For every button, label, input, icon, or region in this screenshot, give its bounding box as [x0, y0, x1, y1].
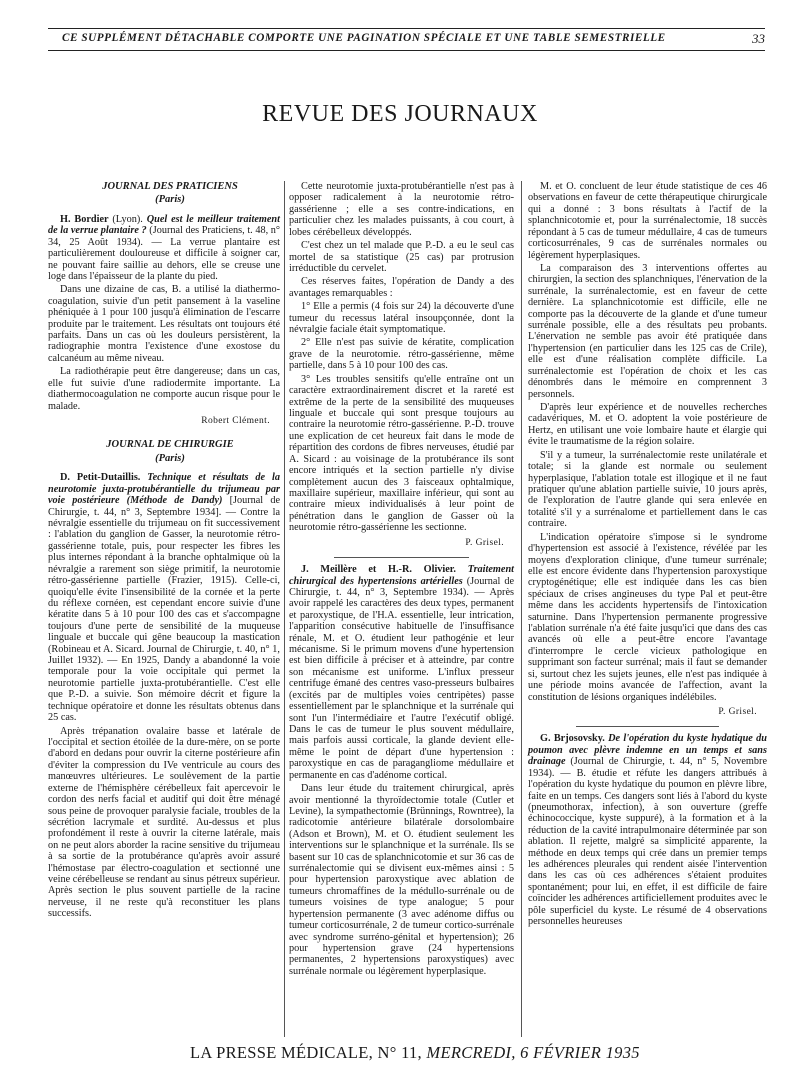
column-divider-1	[284, 181, 285, 1037]
article-author: G. Brjosovsky.	[540, 733, 605, 745]
article-separator	[576, 726, 719, 727]
article-paragraph: D'après leur expérience et de nouvelles recherches cadavériques, M. et O. adoptent la voie postérieure de Hertz, en utilisant une voie lombaire haute et élargie qui évite le traumatisme de la région solaire.	[528, 402, 767, 448]
article-signature: Robert Clément.	[201, 416, 270, 427]
section-heading: JOURNAL DE CHIRURGIE	[106, 439, 234, 451]
article-paragraph: Dans leur étude du traitement chirurgical, après avoir mentionné la thyroïdectomie totale (Cutler et Levine), la sympathectomie (Brünnings, Rowntree), la radicotomie antérieure bilatérale dorsolombaire (Adson et Brown), M. et O. étudient seulement les interventions sur le splanchnique et la surrénale. Ils se basent sur 10 cas de splanchnicotomie et sur 36 cas de surrénalectomie qui se divisent eux-mêmes ainsi : 5 pour hypertension paroxystique avec ablation de tumeurs chromaffines de la médullo-surrénale ou de tumeurs voisines de type analogue; 5 pour hypertension permanente (3 avec adénome diffus ou tumeur corticosurrénale, 2 de tumeur cortico-surrénale avec syndrome surréno-génital et hypertension); 26 pour hypertension grave (24 hypertensions permanentes, 2 hypertensions paroxystiques) avec surrénale normale ou légèrement hyperplasique.	[289, 783, 514, 977]
running-head	[48, 32, 765, 46]
article-paragraph: 2° Elle n'est pas suivie de kératite, complication grave de la neurotomie. rétro-gassérienne, même partielle, dans 5 à 10 pour 100 des cas.	[289, 337, 514, 372]
article-paragraph: Après trépanation ovalaire basse et latérale de l'occipital et section étoilée de la dure-mère, on se porte d'abord en dedans pour ouvrir la citerne postérieure afin d'éviter la compression du IVe ventricule au cours des manœuvres ultérieures. Le soulèvement de la partie externe de l'hémisphère cérébelleux fait apercevoir le cordon des nerfs facial et auditif qui doit être ménagé sous peine de provoquer paralysie faciale, troubles de la sécrétion lacrymale et surdité. Au-dessus et plus profondément il reste à ouvrir la citerne latérale, mais on ne peut alors aborder la racine sensitive du trijumeau à sa sortie de la protubérance qu'après avoir assuré l'hémostase par électro-coagulation et sectionné une veine cérébelleuse se rendant au sinus pétreux supérieur. Après section le plus souvent partielle de la racine nerveuse, il ne reste qu'à reconstituer les plans successifs.	[48, 725, 280, 920]
column-2	[289, 181, 514, 979]
article-paragraph: La comparaison des 3 interventions offertes au chirurgien, la section des splanchniques, l'énervation de la surrénale, la surrénalectomie, est en faveur de cette dernière. La splanchnicotomie est difficile, elle ne comporte pas la découverte de la glande et d'une tumeur surrénale possible, elle a des résultats peu probants. L'énervation ne semble pas avoir été pratiquée dans l'hypertension (en particulier dans les 125 cas de Crile), elle est d'une réalisation complète difficile. La surrénalectomie est l'opération de choix et les cas dénombrés dans le mémoire en comprennent 3 personnels.	[528, 262, 767, 400]
article-title: Technique et résultats de la neurotomie juxta-protubérantielle du trijumeau par voie postérieure (Méthode de Dandy)	[48, 472, 280, 507]
article-paragraph: Ces réserves faites, l'opération de Dandy a des avantages remarquables :	[289, 276, 514, 299]
page-footer	[190, 1043, 640, 1063]
article-location: (Lyon).	[108, 213, 147, 225]
section-place: (Paris)	[155, 194, 185, 206]
article-paragraph: 3° Les troubles sensitifs qu'elle entraîne ont un caractère extraordinairement discret et la rareté est extrême de la perte de la sensibilité des muqueuses linguale et buccale qui sont presque toujours au contraire la neurotomie rétro-gassérienne. P.-D. trouve une explication de cet heureux fait dans le mode de répartition des cordons de fibres nerveuses, étudié par A. Sicard : au voisinage de la protubérance ils sont encore intriqués et la section partielle n'y divise complètement aucun des 3 faisceaux ophtalmique, maxillaire supérieur, maxillaire inférieur, qui sont au contraire mieux individualisés à leur point de pénétration dans le ganglion de Gasser où la neurotomie rétro-gassérienne les sectionne.	[289, 373, 514, 534]
article-signature: P. Grisel.	[718, 706, 757, 717]
article-author: J. Meillère et H.-R. Olivier.	[301, 564, 456, 576]
article-paragraph: Dans une dizaine de cas, B. a utilisé la diathermo-coagulation, suivie d'un petit pansement à la vaseline phéniquée à 1 pour 100 jusqu'à élimination de l'escarre produite par le traitement. Les résultats ont toujours été parfaits. Dans un cas où les douleurs persistèrent, la radiographie montra l'existence d'une exostose du calcanéum au même niveau.	[48, 284, 280, 364]
article-signature: P. Grisel.	[465, 537, 504, 548]
article-text: (Journal de Chirurgie, t. 44, n° 3, Septembre 1934). — Après avoir rappelé les caractères des deux types, permanent et paroxystique, de l'H.A. essentielle, leur intrication, l'apparition consécutive habituelle de l'insuffisance rénale, M. et O. étudient leur pathogénie et leur mécanisme. Si le primum movens d'une hypertension est bien difficile à préciser et à atteindre, par contre son mécanisme est uniforme. L'influx presseur centrifuge émané des centres vaso-presseurs bulbaires (excités par de multiples voies centripètes) passe essentiellement par le splanchnique et la surrénale qui sont l'un l'intermédiaire et l'autre l'exécutif obligé. Dans le cas de tumeur le plus souvent médullaire, mais parfois aussi corticale, la glande devient elle-même le point de départ d'une hypertension : paroxystique en cas de paragangliome médullaire et permanente en cas d'adénome cortical.	[289, 575, 514, 781]
column-divider-2	[521, 181, 522, 1037]
article-paragraph	[48, 472, 280, 723]
article-text: (Journal de Chirurgie, t. 44, n° 5, Novembre 1934). — B. étudie et réfute les dangers attribués à l'opération du kyste hydatique du poumon en plèvre libre, faite en un temps. Ces dangers sont liés à l'abord du kyste (pneumothorax, infection), à son ouverture (greffe échinococcique, kyste suppuré), à la formation et à la réduction de la cavité intrapulmonaire déterminée par son ablation. Il rejette, malgré sa simplicité apparente, la méthode en deux temps qui crée dans un premier temps les adhérences pleurales qui rendent aisée l'intervention dans les cas où ces adhérences s'étaient produites spontanément; pour lui, en effet, il est difficile de faire coïncider les adhérences artificiellement produites avec le pôle superficiel du kyste. Le résumé de 4 observations personnelles heureuses	[528, 756, 767, 928]
article-text: (Journal des Praticiens, t. 48, n° 34, 25 Août 1934). — La verrue plantaire est particulièrement douloureuse et difficile à soigner car, ne pouvant faire saillie au dehors, elle se creuse une loge dans l'épaisseur de la plante du pied.	[48, 225, 280, 282]
article-paragraph: M. et O. concluent de leur étude statistique de ces 46 observations en faveur de cette thérapeutique chirurgicale qui a donné : 3 bons résultats à l'actif de la splanchnicotomie et, pour la surrénalectomie, 18 succès répondant à 5 cas de tumeur médullaire, 4 cas de tumeurs corticosurrénales, 9 cas de surrénales normales ou légèrement hyperplasiques.	[528, 181, 767, 261]
section-heading: JOURNAL DES PRATICIENS	[102, 181, 238, 192]
article-paragraph: S'il y a tumeur, la surrénalectomie reste unilatérale et totale; si la glande est normale ou seulement hyperplasique, l'ablation totale est illogique et il ne faut pratiquer qu'une ablation partielle suivie, 10 jours après, de l'exploration de l'autre glande qui sera enlevée en totalité s'il y a surrénalome et partiellement dans le cas contraire.	[528, 449, 767, 530]
page-title: REVUE DES JOURNAUX	[262, 101, 538, 127]
column-3	[528, 181, 767, 930]
footer-journal: LA PRESSE MÉDICALE,	[190, 1043, 374, 1062]
article-paragraph: La radiothérapie peut être dangereuse; dans un cas, elle fut suivie d'une radiodermite importante. La diathermocoagulation ne comporte aucun risque pour le malade.	[48, 366, 280, 412]
article-separator	[334, 557, 469, 558]
section-place: (Paris)	[155, 452, 185, 464]
column-1	[48, 181, 280, 922]
article-title: De l'opération du kyste hydatique du poumon avec plèvre indemne en un temps et sans drainage	[528, 733, 767, 768]
article-paragraph	[48, 214, 280, 283]
article-paragraph	[289, 564, 514, 781]
header-bottom-rule	[48, 50, 765, 51]
footer-date: MERCREDI, 6 FÉVRIER 1935	[426, 1043, 640, 1062]
header-top-rule	[48, 28, 765, 29]
page-number: 33	[752, 31, 765, 46]
article-text: [Journal de Chirurgie, t. 44, n° 3, Septembre 1934]. — Contre la névralgie essentielle du trijumeau on fit successivement : l'ablation du ganglion de Gasser, la neurotomie rétro-gassérienne totale, puis, pour respecter les fibres les plus internes répondant à la branche ophtalmique où la névralgie a rarement son siège primitif, la neurotomie rétro-gassérienne partielle (Frazier, 1915). Celle-ci, quoiqu'elle évite l'insensibilité de la cornée et la perte du réflexe cornéen, est cependant encore suivie d'une kératite dans 5 à 10 pour 100 des cas et s'accompagne toujours d'une perte de sensibilité de la muqueuse linguale et buccale qui gêne beaucoup la mastication (Robineau et A. Sicard. Journal de Chirurgie, t. 40, n° 1, Juillet 1932). — En 1925, Dandy a abandonné la voie temporale pour la voie occipitale qui permet la neurotomie partielle juxta-protubérantielle. C'est elle que P.-D. a suivie. Son mémoire décrit et figure la technique opératoire et donne les résultats obtenus dans 25 cas.	[48, 495, 280, 724]
article-title: Quel est le meilleur traitement de la verrue plantaire ?	[48, 213, 280, 237]
footer-number: N° 11,	[377, 1043, 422, 1062]
article-author: H. Bordier	[60, 213, 109, 225]
article-paragraph: L'indication opératoire s'impose si le syndrome d'hypertension est associé à l'existence, révélée par les moyens d'exploration clinique, d'une tumeur surrénale; elle est encore évidente dans l'hypertension paroxystique cryptogénétique; elle est indiquée dans les cas bien spéciaux de crises angineuses du type Pal et peut-être même dans les accidents hypertensifs de l'intoxication saturnine. Dans l'hypertension permanente progressive l'ablation surrénale n'a été faite jusqu'ici que dans des cas avancés où elle a peut-être encore l'avantage d'interrompre le cercle vicieux pathologique en supprimant son facteur surrénal; mais il faut se demander si, surtout chez les sujets jeunes, elle n'est pas indiquée à une période moins avancée de l'affection, avant la constitution de lésions organiques indélébiles.	[528, 531, 767, 703]
article-author: D. Petit-Dutaillis.	[60, 472, 141, 484]
article-paragraph	[528, 733, 767, 927]
article-paragraph: Cette neurotomie juxta-protubérantielle n'est pas à opposer radicalement à la neurotomie rétro-gassérienne ; elle a ses contre-indications, en particulier chez les malades puissants, à cou court, à lobes cérébelleux développés.	[289, 181, 514, 238]
article-title: Traitement chirurgical des hypertensions artérielles	[289, 564, 515, 587]
running-head-text: CE SUPPLÉMENT DÉTACHABLE COMPORTE UNE PAGINATION SPÉCIALE ET UNE TABLE SEMESTRIELLE	[62, 32, 666, 44]
article-paragraph: C'est chez un tel malade que P.-D. a eu le seul cas mortel de sa statistique (25 cas) par protrusion irréductible du cervelet.	[289, 240, 514, 274]
article-paragraph: 1° Elle a permis (4 fois sur 24) la découverte d'une tumeur du recessus latéral insoupçonnée, dont la névralgie faciale était symptomatique.	[289, 301, 514, 336]
